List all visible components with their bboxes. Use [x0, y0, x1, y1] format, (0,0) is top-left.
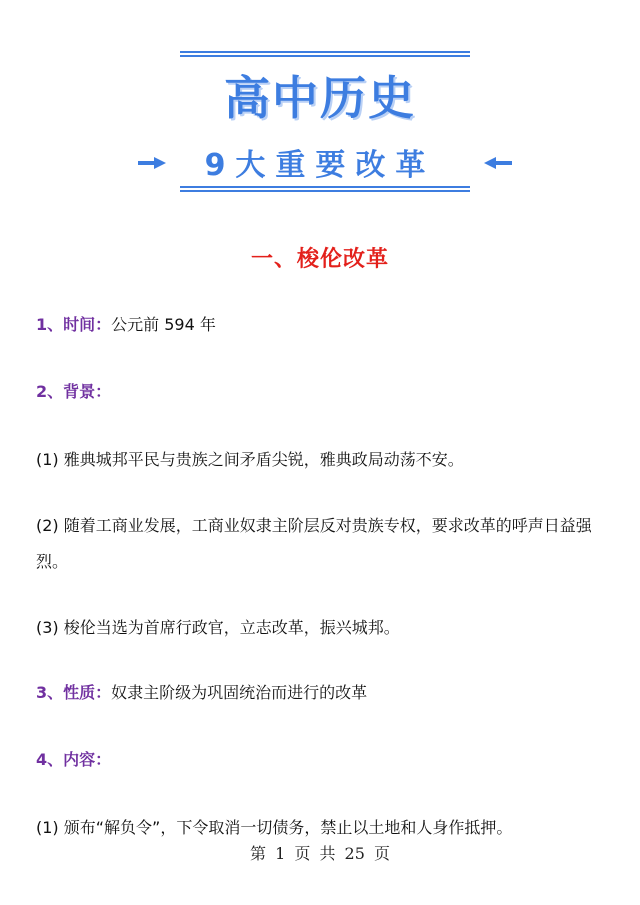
nature-line: [36, 678, 367, 708]
time-line: [36, 310, 216, 340]
content-label: 4、内容：: [36, 750, 112, 769]
sub-title: 9大重要改革: [204, 148, 436, 183]
background-label: 2、背景：: [36, 382, 112, 401]
background-paragraph-1: (1) 雅典城邦平民与贵族之间矛盾尖锐，雅典政局动荡不安。: [36, 450, 464, 469]
page-indicator: 第 1 页 共 25 页: [250, 844, 390, 863]
nature-value: 奴隶主阶级为巩固统治而进行的改革: [111, 683, 368, 702]
title-bottom-rule: [180, 186, 470, 192]
content-paragraph-1: (1) 颁布“解负令”，下令取消一切债务，禁止以土地和人身作抵押。: [36, 818, 513, 837]
background-line: [36, 377, 111, 407]
background-paragraph-3: (3) 梭伦当选为首席行政官，立志改革，振兴城邦。: [36, 618, 400, 637]
title-top-rule: [180, 51, 470, 57]
section-heading: 一、梭伦改革: [250, 247, 389, 272]
time-value: 公元前 594 年: [111, 315, 216, 334]
content-line: [36, 745, 111, 775]
nature-label: 3、性质：: [36, 683, 112, 702]
left-arrow-icon: [484, 157, 512, 169]
time-label: 1、时间：: [36, 315, 112, 334]
main-title: 高中历史: [224, 71, 416, 125]
background-paragraph-2: (2) 随着工商业发展，工商业奴隶主阶层反对贵族专权，要求改革的呼声日益强烈。: [36, 516, 592, 571]
